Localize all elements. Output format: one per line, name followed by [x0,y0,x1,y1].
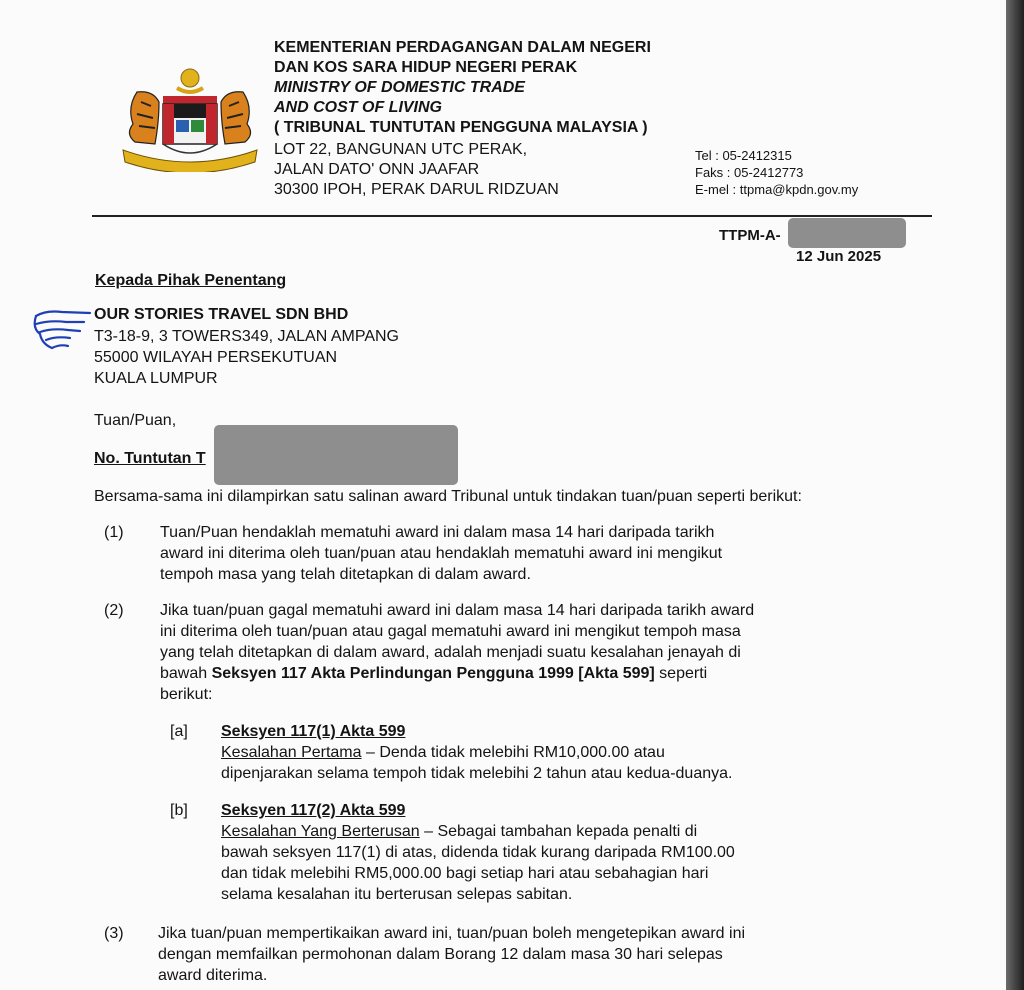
redaction-box [788,218,906,248]
item-2-line-2: ini diterima oleh tuan/puan atau gagal mematuhi award ini mengikut tempoh masa [160,623,741,640]
address-line-2: JALAN DATO' ONN JAAFAR [274,161,480,178]
salutation: Tuan/Puan, [94,412,177,429]
header-divider [92,215,932,217]
telephone: Tel : 05-2412315 [695,148,792,163]
subitem-b-line-1 [221,822,697,842]
item-1-line-3: tempoh masa yang telah ditetapkan di dalam award. [160,566,531,583]
address-line-1: LOT 22, BANGUNAN UTC PERAK, [274,141,528,158]
redaction-box [214,425,458,485]
subitem-b-title: Seksyen 117(2) Akta 599 [221,802,406,819]
item-number: (3) [104,925,124,942]
subitem-b-line-4: selama kesalahan itu berterusan selepas sabitan. [221,886,573,903]
subitem-a-line-1-rest: – Denda tidak melebihi RM10,000.00 atau [361,744,665,761]
recipient-address-2: 55000 WILAYAH PERSEKUTUAN [94,349,338,366]
item-1-line-1: Tuan/Puan hendaklah mematuhi award ini dalam masa 14 hari daripada tarikh [160,524,715,541]
recipient-address-3: KUALA LUMPUR [94,370,218,387]
item-3-line-1: Jika tuan/puan mempertikaikan award ini, tuan/puan boleh mengetepikan award ini [158,925,746,942]
item-3-line-2: dengan memfailkan permohonan dalam Borang 12 dalam masa 30 hari selepas [158,946,723,963]
recipient-address-1: T3-18-9, 3 TOWERS349, JALAN AMPANG [94,328,399,345]
offence-type: Kesalahan Pertama [221,744,362,761]
intro-paragraph: Bersama-sama ini dilampirkan satu salinan award Tribunal untuk tindakan tuan/puan seperti berikut: [94,488,802,505]
recipient-heading: Kepada Pihak Penentang [95,272,287,289]
subitem-b-line-1-rest: – Sebagai tambahan kepada penalti di [419,823,698,840]
item-2-line-5: berikut: [160,686,213,703]
pointing-hand-stamp-icon [32,304,94,352]
tribunal-name: ( TRIBUNAL TUNTUTAN PENGGUNA MALAYSIA ) [274,119,648,136]
item-2-line-1: Jika tuan/puan gagal mematuhi award ini dalam masa 14 hari daripada tarikh award [160,602,755,619]
letter-date: 12 Jun 2025 [796,248,882,265]
item-2-line-3: yang telah ditetapkan di dalam award, adalah menjadi suatu kesalahan jenayah di [160,644,741,661]
item-1-line-2: award ini diterima oleh tuan/puan atau hendaklah mematuhi award ini mengikut [160,545,723,562]
subitem-a-line-1 [221,743,665,763]
ministry-name-english-1: MINISTRY OF DOMESTIC TRADE [274,79,525,96]
ministry-name-english-2: AND COST OF LIVING [274,99,442,116]
statute-reference: Seksyen 117 Akta Perlindungan Pengguna 1999 [Akta 599] [211,665,655,682]
address-line-3: 30300 IPOH, PERAK DARUL RIDZUAN [274,181,559,198]
item-3-line-3: award diterima. [158,967,268,984]
subitem-label: [a] [170,723,188,740]
item-number: (2) [104,602,124,619]
claim-number-label: No. Tuntutan T [94,450,206,467]
malaysia-coat-of-arms-icon [115,62,265,172]
item-2-line-4-prefix: bawah [160,665,212,682]
subitem-b-line-3: dan tidak melebihi RM5,000.00 bagi setiap hari atau sebahagian hari [221,865,709,882]
item-2-line-4-suffix: seperti [654,665,708,682]
item-2-line-4 [160,664,707,684]
subitem-a-line-2: dipenjarakan selama tempoh tidak melebihi 2 tahun atau kedua-duanya. [221,765,733,782]
subitem-a-title: Seksyen 117(1) Akta 599 [221,723,406,740]
page-edge-shadow [1006,0,1024,990]
fax: Faks : 05-2412773 [695,165,804,180]
subitem-label: [b] [170,802,188,819]
offence-type: Kesalahan Yang Berterusan [221,823,420,840]
ministry-name-malay-1: KEMENTERIAN PERDAGANGAN DALAM NEGERI [274,39,651,56]
recipient-name: OUR STORIES TRAVEL SDN BHD [94,306,349,323]
item-number: (1) [104,524,124,541]
subitem-b-line-2: bawah seksyen 117(1) di atas, didenda tidak kurang daripada RM100.00 [221,844,735,861]
email: E-mel : ttpma@kpdn.gov.my [695,182,859,197]
ministry-name-malay-2: DAN KOS SARA HIDUP NEGERI PERAK [274,59,578,76]
reference-number: TTPM-A- [719,227,781,244]
